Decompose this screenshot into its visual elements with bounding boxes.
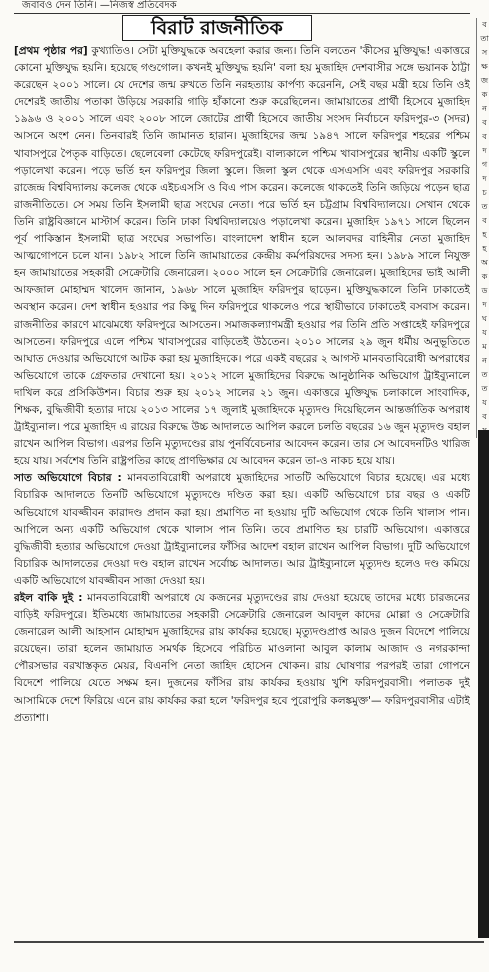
- adjacent-column-glyph: ক: [481, 272, 488, 281]
- adjacent-column-glyph: ত: [481, 370, 488, 379]
- adjacent-column-glyph: জ: [480, 76, 489, 85]
- continuation-label: [প্রথম পৃষ্ঠার পর]: [14, 45, 88, 57]
- paragraph-1: [14, 43, 470, 470]
- adjacent-column-glyph: ম: [482, 342, 487, 351]
- adjacent-column-dark-band: [478, 430, 489, 938]
- adjacent-column-glyph: ব: [482, 20, 487, 29]
- adjacent-column-glyph: ড: [481, 286, 488, 295]
- paragraph-1-text: কুখ্যাতিও। সেটা মুক্তিযুদ্ধকে অবহেলা করার জন্য। তিনি বলতেন 'কীসের মুক্তিযুদ্ধ! একাত্তরে কোনো মুক্তিযুদ্ধ হয়নি। হয়েছে গণ্ডগোল। কখনই মুক্তিযুদ্ধ হয়নি' বলা হয় মুজাহিদ দেশবাসীর সঙ্গে ভয়ানক ঠাট্টা করেছেন ২০০১ সালে। যে দেশের জন্ম রুখতে তিনি নরহত্যায় কার্পণ্য করেননি, সেই বছর মন্ত্রী হয়ে তিনি ওই দেশেরই জাতীয় পতাকা উড়িয়ে সরকারি গাড়ি হাঁকানো শুরু করেছিলেন। জামায়াতের প্রার্থী হিসেবে মুজাহিদ ১৯৯৬ ও ২০০১ সালে এবং ২০০৮ সালে জোটের প্রার্থী হিসেবে জাতীয় সংসদ নির্বাচনে ফরিদপুর-৩ (সদর) আসনে অংশ নেন। তিনবারই তিনি জামানত হারান। মুজাহিদের জন্ম ১৯৪৭ সালে ফরিদপুর শহরের পশ্চিম খাবাসপুরে পৈতৃক বাড়িতে। ছেলেবেলা কেটেছে ফরিদপুরেই। বাল্যকালে পশ্চিম খাবাসপুরের স্থানীয় একটি স্কুলে পড়ালেখা করেন। পড়ে ভর্তি হন ফরিদপুর জিলা স্কুলে। জিলা স্কুল থেকে এসএসসি এবং ফরিদপুর সরকারি রাজেন্দ্র বিশ্ববিদ্যালয় কলেজ থেকে এইচএসসি ও বিএ পাস করেন। কলেজে থাকতেই তিনি জড়িয়ে পড়েন ছাত্র রাজনীতিতে। সে সময় তিনি ইসলামী ছাত্র সংঘের নেতা। পরে ভর্তি হন চট্টগ্রাম বিশ্ববিদ্যালয়ে। সেখান থেকে তিনি রাষ্ট্রবিজ্ঞানে মাস্টার্স করেন। তিনি ঢাকা বিশ্ববিদ্যালয়েও পড়ালেখা করেন। মুজাহিদ ১৯৭১ সালে ছিলেন পূর্ব পাকিস্তান ইসলামী ছাত্র সংঘের সভাপতি। বাংলাদেশ স্বাধীন হলে আলবদর বাহিনীর নেতা মুজাহিদ আত্মগোপনে চলে যান। ১৯৮২ সালে তিনি জামায়াতের কেন্দ্রীয় কর্মপরিষদের সদস্য হন। ১৯৮৯ সালে নিযুক্ত হন জামায়াতের সহকারী সেক্রেটারি জেনারেল। ২০০০ সালে হন সেক্রেটারি জেনারেল। মুজাহিদের ভাই আলী আফজাল মোহাম্মদ খালেদ জানান, ১৯৬৮ সালে মুজাহিদ ফরিদপুর ছাড়েন। মুক্তিযুদ্ধকালে তিনি ঢাকাতেই অবস্থান করেন। দেশ স্বাধীন হওয়ার পর কিছু দিন ফরিদপুরে থাকলেও পরে স্থায়ীভাবে ঢাকাতেই বসবাস করেন। রাজনীতির কারণে মাঝেমধ্যে ফরিদপুরে আসতেন। সমাজকল্যাণমন্ত্রী হওয়ার পর তিনি প্রতি সপ্তাহেই ফরিদপুরে আসতেন। ফরিদপুরে এলে পশ্চিম খাবাসপুরের বাড়িতেই উঠতেন। ২০১০ সালের ২৯ জুন ধর্মীয় অনুভূতিতে আঘাত দেওয়ার অভিযোগে আটক করা হয় মুজাহিদকে। পরে একই বছরের ২ আগস্ট মানবতাবিরোধী অপরাধের অভিযোগে তাকে গ্রেফতার দেখানো হয়। ২০১২ সালে মুজাহিদের বিরুদ্ধে আনুষ্ঠানিক অভিযোগ ট্রাইব্যুনালে দাখিল করে প্রসিকিউশন। বিচার শুরু হয় ২০১২ সালের ২১ জুন। একাত্তরে মুক্তিযুদ্ধ চলাকালে সাংবাদিক, শিক্ষক, বুদ্ধিজীবী হত্যার দায়ে ২০১৩ সালের ১৭ জুলাই মুজাহিদকে মৃত্যুদণ্ড দিয়েছিলেন আন্তর্জাতিক অপরাধ ট্রাইব্যুনাল। পরে মুজাহিদ এ রায়ের বিরুদ্ধে উচ্চ আদালতে আপিল করলে চলতি বছরের ১৬ জুন মৃত্যুদণ্ড বহাল রাখেন আপিল বিভাগ। এরপর তিনি মৃত্যুদণ্ডের রায় পুনর্বিবেচনার আবেদন করেন। তার সে আবেদনটিও খারিজ হয়ে যায়। সর্বশেষ তিনি রাষ্ট্রপতির কাছে প্রাণভিক্ষার যে আবেদন করেন তা-ও নাকচ হয়ে যায়।: [14, 45, 470, 468]
- adjacent-column-glyph: ক: [481, 90, 488, 99]
- adjacent-column-glyph: হ: [482, 230, 487, 239]
- adjacent-column-glyph: ঘ: [482, 314, 487, 323]
- paragraph-2-text: মানবতাবিরোধী অপরাধে মুজাহিদের সাতটি অভিযোগে বিচার হয়েছে। এর মধ্যে বিচারিক আদালতে তিনটি অভিযোগে মৃত্যুদণ্ডে দণ্ডিত করা হয়। একটি অভিযোগে চার বছর ও একটি অভিযোগে যাবজ্জীবন কারাদণ্ড প্রদান করা হয়। প্রমাণিত না হওয়ায় দুটি অভিযোগ থেকে তিনি খালাস পান। আপিলে অন্য একটি অভিযোগ থেকে খালাস পান তিনি। তবে প্রমাণিত হয় চারটি অভিযোগ। একাত্তরে বুদ্ধিজীবী হত্যার অভিযোগে দেওয়া ট্রাইব্যুনালের ফাঁসির আদেশ বহাল রাখেন আপিল বিভাগ। দুটি অভিযোগে বিচারিক আদালতের দেওয়া দণ্ড বহাল রাখেন সর্বোচ্চ আদালত। আর ট্রাইব্যুনালে মৃত্যুদণ্ড হলেও দণ্ড কমিয়ে একটি অভিযোগে যাবজ্জীবন সাজা দেওয়া হয়।: [14, 472, 470, 587]
- adjacent-column-glyph: দ: [482, 146, 487, 155]
- paragraph-3: [14, 590, 470, 727]
- section-heading-trial: সাত অভিযোগে বিচার :: [14, 472, 122, 485]
- adjacent-column-glyph: ব: [482, 216, 487, 225]
- headline: বিরাট রাজনীতিক: [122, 15, 312, 41]
- adjacent-column-glyph: ক্ষ: [481, 62, 488, 71]
- article-body: [14, 43, 470, 940]
- adjacent-column-glyph: ন: [482, 356, 487, 365]
- adjacent-column-glyph: গ: [481, 160, 488, 169]
- paragraph-2: [14, 470, 470, 590]
- column-divider: [476, 18, 477, 438]
- section-heading-remaining: রইল বাকি দুই :: [14, 592, 83, 604]
- top-divider: [14, 13, 470, 14]
- adjacent-column-glyph: য: [482, 328, 487, 337]
- adjacent-column-glyph: ব: [482, 132, 487, 141]
- adjacent-column-glyph: ব: [482, 118, 487, 127]
- adjacent-column-glyph: হ: [482, 244, 487, 253]
- adjacent-column-glyph: ত: [481, 202, 488, 211]
- adjacent-column-glyph: য: [482, 398, 487, 407]
- bottom-divider: [14, 941, 484, 943]
- adjacent-column-glyph: ন: [482, 104, 487, 113]
- adjacent-column-glyph: স: [481, 48, 488, 57]
- adjacent-column-glyph: চ: [482, 188, 487, 197]
- previous-article-fragment: জবাবও দেন তিনি। —নিজস্ব প্রতিবেদক: [22, 0, 177, 11]
- adjacent-column-glyph: ত: [481, 384, 488, 393]
- adjacent-column-glyph: দ: [482, 300, 487, 309]
- adjacent-column-glyph: দ: [482, 174, 487, 183]
- adjacent-column-glyph: তা: [480, 34, 489, 43]
- paragraph-3-text: মানবতাবিরোধী অপরাধে যে কজনের মৃত্যুদণ্ডের রায় দেওয়া হয়েছে তাদের মধ্যে চারজনের বাড়িই ফরিদপুরে। ইতিমধ্যে জামায়াতের সহকারী সেক্রেটারি জেনারেল আবদুল কাদের মোল্লা ও সেক্রেটারি জেনারেল আলী আহসান মোহাম্মদ মুজাহিদের রায় কার্যকর হয়েছে। মৃত্যুদণ্ডপ্রাপ্ত আরও দুজন বিদেশে পালিয়ে রয়েছেন। তারা হলেন জামায়াত সমর্থক হিসেবে পরিচিত মাওলানা আবুল কালাম আজাদ ও নগরকান্দা পৌরসভার বরখাস্তকৃত মেয়র, বিএনপি নেতা জাহিদ হোসেন খোকন। রায় ঘোষণার পরপরই তারা গোপনে বিদেশে পালিয়ে যেতে সক্ষম হন। দুজনের ফাঁসির রায় কার্যকর হওয়ায় খুশি ফরিদপুরবাসী। পলাতক দুই আসামিকে দেশে ফিরিয়ে এনে রায় কার্যকর করা হলে 'ফরিদপুর হবে পুরোপুরি কলঙ্কমুক্ত'— ফরিদপুরবাসীর এটাই প্রত্যাশা।: [14, 592, 470, 724]
- adjacent-column-glyph: ব: [482, 412, 487, 421]
- adjacent-column-glyph: অ: [481, 258, 488, 267]
